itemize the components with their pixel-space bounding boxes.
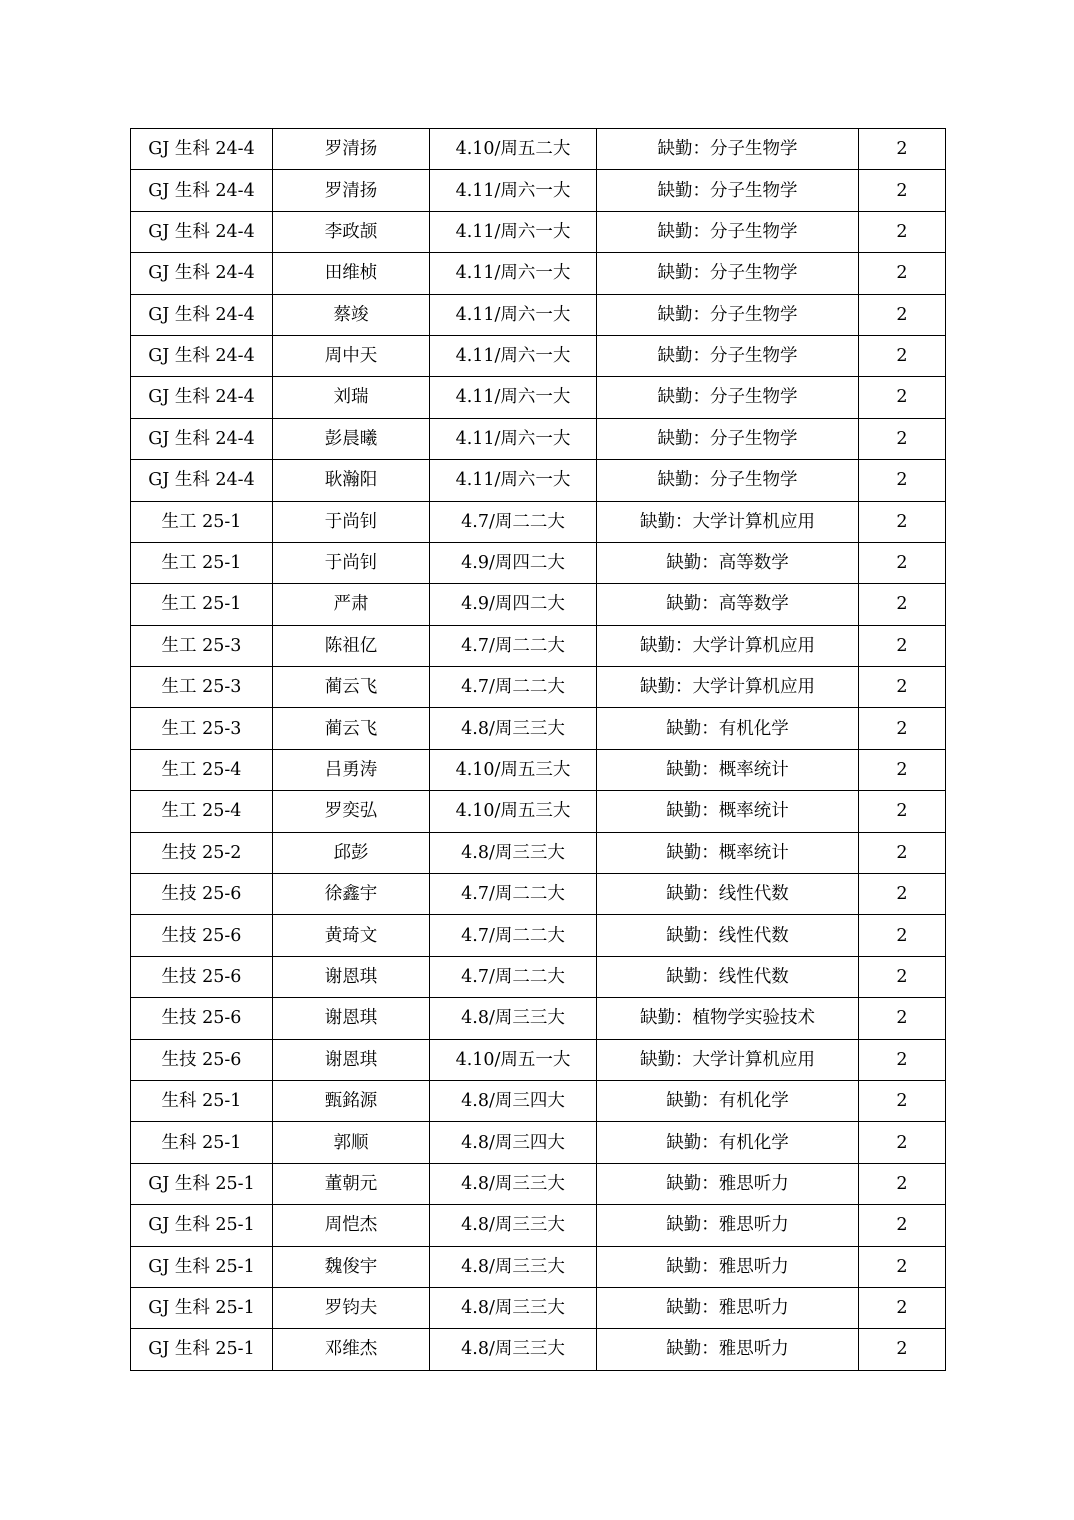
table-row bbox=[131, 1205, 946, 1246]
cell-absence: 缺勤：雅思听力 bbox=[597, 1205, 859, 1246]
cell-points: 2 bbox=[859, 1122, 946, 1163]
table-row bbox=[131, 211, 946, 252]
cell-class_name: GJ 生科 25-1 bbox=[131, 1246, 273, 1287]
cell-absence: 缺勤：分子生物学 bbox=[597, 253, 859, 294]
cell-class_name: 生技 25-6 bbox=[131, 956, 273, 997]
cell-date_session: 4.10/周五三大 bbox=[430, 749, 597, 790]
cell-date_session: 4.8/周三三大 bbox=[430, 998, 597, 1039]
cell-student_name: 谢恩琪 bbox=[273, 956, 430, 997]
cell-student_name: 邱彭 bbox=[273, 832, 430, 873]
cell-date_session: 4.7/周二二大 bbox=[430, 915, 597, 956]
cell-class_name: 生工 25-1 bbox=[131, 501, 273, 542]
cell-class_name: 生工 25-4 bbox=[131, 791, 273, 832]
cell-class_name: GJ 生科 24-4 bbox=[131, 129, 273, 170]
cell-date_session: 4.11/周六一大 bbox=[430, 418, 597, 459]
table-row bbox=[131, 956, 946, 997]
cell-points: 2 bbox=[859, 129, 946, 170]
table-row bbox=[131, 708, 946, 749]
cell-class_name: GJ 生科 24-4 bbox=[131, 294, 273, 335]
cell-points: 2 bbox=[859, 998, 946, 1039]
cell-points: 2 bbox=[859, 501, 946, 542]
cell-points: 2 bbox=[859, 418, 946, 459]
cell-class_name: 生技 25-6 bbox=[131, 998, 273, 1039]
cell-date_session: 4.11/周六一大 bbox=[430, 253, 597, 294]
cell-points: 2 bbox=[859, 1246, 946, 1287]
cell-absence: 缺勤：雅思听力 bbox=[597, 1329, 859, 1370]
cell-student_name: 魏俊宇 bbox=[273, 1246, 430, 1287]
table-row bbox=[131, 874, 946, 915]
cell-points: 2 bbox=[859, 377, 946, 418]
cell-date_session: 4.7/周二二大 bbox=[430, 667, 597, 708]
cell-absence: 缺勤：分子生物学 bbox=[597, 294, 859, 335]
cell-student_name: 耿瀚阳 bbox=[273, 460, 430, 501]
cell-student_name: 李政颉 bbox=[273, 211, 430, 252]
cell-absence: 缺勤：分子生物学 bbox=[597, 170, 859, 211]
cell-student_name: 蔺云飞 bbox=[273, 708, 430, 749]
cell-date_session: 4.8/周三三大 bbox=[430, 1287, 597, 1328]
cell-date_session: 4.10/周五一大 bbox=[430, 1039, 597, 1080]
cell-absence: 缺勤：线性代数 bbox=[597, 915, 859, 956]
cell-absence: 缺勤：分子生物学 bbox=[597, 377, 859, 418]
cell-class_name: GJ 生科 24-4 bbox=[131, 460, 273, 501]
table-row bbox=[131, 1163, 946, 1204]
cell-student_name: 蔺云飞 bbox=[273, 667, 430, 708]
cell-date_session: 4.11/周六一大 bbox=[430, 335, 597, 376]
cell-absence: 缺勤：植物学实验技术 bbox=[597, 998, 859, 1039]
cell-class_name: 生工 25-4 bbox=[131, 749, 273, 790]
table-row bbox=[131, 832, 946, 873]
cell-absence: 缺勤：大学计算机应用 bbox=[597, 625, 859, 666]
cell-absence: 缺勤：线性代数 bbox=[597, 874, 859, 915]
cell-class_name: 生技 25-6 bbox=[131, 874, 273, 915]
cell-absence: 缺勤：雅思听力 bbox=[597, 1246, 859, 1287]
cell-points: 2 bbox=[859, 1205, 946, 1246]
cell-absence: 缺勤：大学计算机应用 bbox=[597, 501, 859, 542]
cell-student_name: 周中天 bbox=[273, 335, 430, 376]
cell-absence: 缺勤：有机化学 bbox=[597, 708, 859, 749]
cell-student_name: 陈祖亿 bbox=[273, 625, 430, 666]
cell-student_name: 甄銘源 bbox=[273, 1080, 430, 1121]
cell-date_session: 4.8/周三三大 bbox=[430, 1163, 597, 1204]
cell-class_name: GJ 生科 25-1 bbox=[131, 1163, 273, 1204]
cell-class_name: 生工 25-1 bbox=[131, 584, 273, 625]
table-row bbox=[131, 170, 946, 211]
cell-date_session: 4.8/周三三大 bbox=[430, 832, 597, 873]
cell-absence: 缺勤：分子生物学 bbox=[597, 211, 859, 252]
table-row bbox=[131, 1039, 946, 1080]
table-row bbox=[131, 460, 946, 501]
cell-date_session: 4.11/周六一大 bbox=[430, 460, 597, 501]
table-row bbox=[131, 542, 946, 583]
cell-class_name: GJ 生科 24-4 bbox=[131, 211, 273, 252]
cell-date_session: 4.7/周二二大 bbox=[430, 501, 597, 542]
cell-absence: 缺勤：分子生物学 bbox=[597, 129, 859, 170]
table-row bbox=[131, 335, 946, 376]
cell-class_name: GJ 生科 24-4 bbox=[131, 377, 273, 418]
cell-date_session: 4.10/周五二大 bbox=[430, 129, 597, 170]
cell-absence: 缺勤：雅思听力 bbox=[597, 1287, 859, 1328]
cell-date_session: 4.8/周三四大 bbox=[430, 1122, 597, 1163]
cell-student_name: 吕勇涛 bbox=[273, 749, 430, 790]
cell-points: 2 bbox=[859, 749, 946, 790]
cell-absence: 缺勤：有机化学 bbox=[597, 1080, 859, 1121]
table-row bbox=[131, 667, 946, 708]
cell-date_session: 4.11/周六一大 bbox=[430, 294, 597, 335]
cell-class_name: 生工 25-3 bbox=[131, 625, 273, 666]
cell-student_name: 谢恩琪 bbox=[273, 1039, 430, 1080]
cell-points: 2 bbox=[859, 1039, 946, 1080]
attendance-table bbox=[130, 128, 946, 1371]
cell-points: 2 bbox=[859, 667, 946, 708]
table-row bbox=[131, 749, 946, 790]
cell-points: 2 bbox=[859, 542, 946, 583]
cell-class_name: GJ 生科 25-1 bbox=[131, 1205, 273, 1246]
cell-student_name: 郭顺 bbox=[273, 1122, 430, 1163]
cell-student_name: 黄琦文 bbox=[273, 915, 430, 956]
cell-class_name: 生科 25-1 bbox=[131, 1122, 273, 1163]
cell-class_name: GJ 生科 25-1 bbox=[131, 1329, 273, 1370]
attendance-table-body bbox=[131, 129, 946, 1371]
cell-class_name: 生科 25-1 bbox=[131, 1080, 273, 1121]
cell-points: 2 bbox=[859, 170, 946, 211]
cell-absence: 缺勤：雅思听力 bbox=[597, 1163, 859, 1204]
cell-student_name: 罗清扬 bbox=[273, 170, 430, 211]
cell-class_name: 生技 25-6 bbox=[131, 1039, 273, 1080]
cell-class_name: 生工 25-3 bbox=[131, 708, 273, 749]
cell-date_session: 4.9/周四二大 bbox=[430, 584, 597, 625]
cell-points: 2 bbox=[859, 874, 946, 915]
cell-student_name: 严肃 bbox=[273, 584, 430, 625]
table-row bbox=[131, 1080, 946, 1121]
table-row bbox=[131, 1246, 946, 1287]
table-row bbox=[131, 998, 946, 1039]
cell-class_name: 生技 25-6 bbox=[131, 915, 273, 956]
cell-date_session: 4.8/周三三大 bbox=[430, 1205, 597, 1246]
cell-student_name: 邓维杰 bbox=[273, 1329, 430, 1370]
cell-points: 2 bbox=[859, 791, 946, 832]
cell-class_name: 生技 25-2 bbox=[131, 832, 273, 873]
table-row bbox=[131, 584, 946, 625]
table-row bbox=[131, 129, 946, 170]
cell-points: 2 bbox=[859, 708, 946, 749]
cell-absence: 缺勤：分子生物学 bbox=[597, 460, 859, 501]
table-row bbox=[131, 377, 946, 418]
cell-date_session: 4.8/周三三大 bbox=[430, 1329, 597, 1370]
cell-student_name: 于尚钊 bbox=[273, 501, 430, 542]
cell-class_name: GJ 生科 25-1 bbox=[131, 1287, 273, 1328]
cell-date_session: 4.8/周三四大 bbox=[430, 1080, 597, 1121]
cell-points: 2 bbox=[859, 956, 946, 997]
cell-points: 2 bbox=[859, 460, 946, 501]
cell-date_session: 4.8/周三三大 bbox=[430, 708, 597, 749]
cell-class_name: 生工 25-3 bbox=[131, 667, 273, 708]
cell-class_name: 生工 25-1 bbox=[131, 542, 273, 583]
cell-student_name: 于尚钊 bbox=[273, 542, 430, 583]
cell-absence: 缺勤：高等数学 bbox=[597, 584, 859, 625]
cell-student_name: 周恺杰 bbox=[273, 1205, 430, 1246]
cell-absence: 缺勤：高等数学 bbox=[597, 542, 859, 583]
cell-date_session: 4.11/周六一大 bbox=[430, 377, 597, 418]
cell-points: 2 bbox=[859, 335, 946, 376]
cell-points: 2 bbox=[859, 1329, 946, 1370]
cell-class_name: GJ 生科 24-4 bbox=[131, 335, 273, 376]
cell-absence: 缺勤：分子生物学 bbox=[597, 418, 859, 459]
cell-absence: 缺勤：大学计算机应用 bbox=[597, 1039, 859, 1080]
cell-points: 2 bbox=[859, 832, 946, 873]
table-row bbox=[131, 1122, 946, 1163]
cell-absence: 缺勤：概率统计 bbox=[597, 749, 859, 790]
cell-date_session: 4.11/周六一大 bbox=[430, 170, 597, 211]
table-row bbox=[131, 294, 946, 335]
table-row bbox=[131, 791, 946, 832]
cell-points: 2 bbox=[859, 211, 946, 252]
cell-student_name: 刘瑞 bbox=[273, 377, 430, 418]
cell-class_name: GJ 生科 24-4 bbox=[131, 418, 273, 459]
cell-student_name: 谢恩琪 bbox=[273, 998, 430, 1039]
cell-date_session: 4.7/周二二大 bbox=[430, 874, 597, 915]
cell-date_session: 4.10/周五三大 bbox=[430, 791, 597, 832]
table-row bbox=[131, 625, 946, 666]
cell-class_name: GJ 生科 24-4 bbox=[131, 170, 273, 211]
cell-student_name: 罗奕弘 bbox=[273, 791, 430, 832]
table-row bbox=[131, 1287, 946, 1328]
cell-absence: 缺勤：有机化学 bbox=[597, 1122, 859, 1163]
cell-points: 2 bbox=[859, 1287, 946, 1328]
cell-date_session: 4.8/周三三大 bbox=[430, 1246, 597, 1287]
cell-student_name: 蔡竣 bbox=[273, 294, 430, 335]
cell-points: 2 bbox=[859, 1163, 946, 1204]
cell-date_session: 4.7/周二二大 bbox=[430, 625, 597, 666]
cell-class_name: GJ 生科 24-4 bbox=[131, 253, 273, 294]
cell-student_name: 田维桢 bbox=[273, 253, 430, 294]
cell-student_name: 彭晨曦 bbox=[273, 418, 430, 459]
cell-absence: 缺勤：概率统计 bbox=[597, 832, 859, 873]
cell-date_session: 4.9/周四二大 bbox=[430, 542, 597, 583]
table-row bbox=[131, 418, 946, 459]
cell-points: 2 bbox=[859, 625, 946, 666]
cell-date_session: 4.11/周六一大 bbox=[430, 211, 597, 252]
cell-absence: 缺勤：线性代数 bbox=[597, 956, 859, 997]
cell-points: 2 bbox=[859, 253, 946, 294]
cell-points: 2 bbox=[859, 294, 946, 335]
cell-student_name: 徐鑫宇 bbox=[273, 874, 430, 915]
cell-absence: 缺勤：分子生物学 bbox=[597, 335, 859, 376]
table-row bbox=[131, 915, 946, 956]
cell-student_name: 罗清扬 bbox=[273, 129, 430, 170]
cell-student_name: 董朝元 bbox=[273, 1163, 430, 1204]
cell-points: 2 bbox=[859, 915, 946, 956]
cell-absence: 缺勤：概率统计 bbox=[597, 791, 859, 832]
table-row bbox=[131, 253, 946, 294]
cell-student_name: 罗钧夫 bbox=[273, 1287, 430, 1328]
cell-points: 2 bbox=[859, 1080, 946, 1121]
cell-points: 2 bbox=[859, 584, 946, 625]
cell-date_session: 4.7/周二二大 bbox=[430, 956, 597, 997]
cell-absence: 缺勤：大学计算机应用 bbox=[597, 667, 859, 708]
table-row bbox=[131, 1329, 946, 1370]
table-row bbox=[131, 501, 946, 542]
